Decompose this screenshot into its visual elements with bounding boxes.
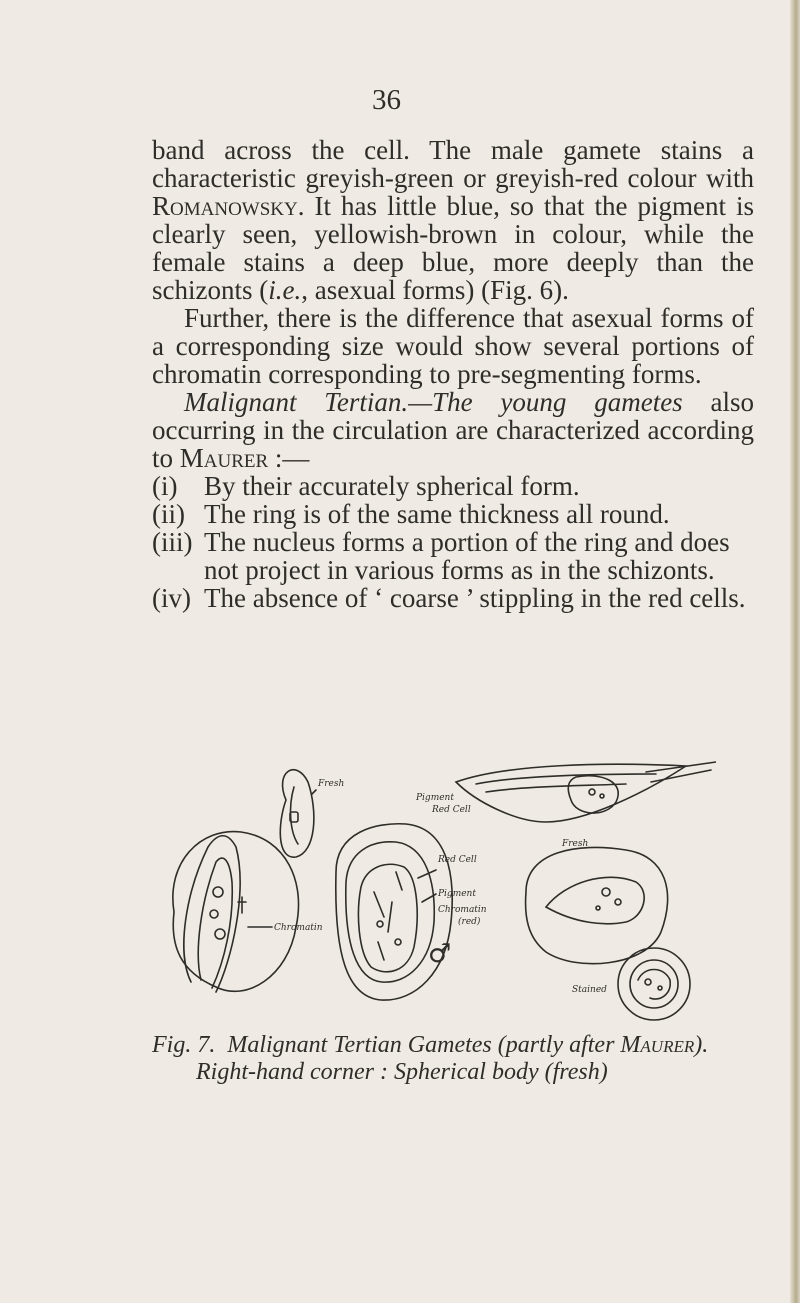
author-romanowsky: Romanowsky	[152, 191, 298, 221]
caption-line-2: Right-hand corner : Spherical body (fresh)	[196, 1059, 608, 1085]
list-item	[152, 528, 754, 584]
paragraph-3	[152, 388, 754, 472]
cell-fresh-right	[526, 847, 668, 963]
label-pigment: Pigment	[416, 793, 454, 803]
list-text: By their accurately spherical form.	[204, 471, 580, 501]
para1-text-3: , asexual forms) (Fig. 6).	[301, 275, 569, 305]
cell-fresh-female	[173, 832, 299, 992]
list-item	[152, 472, 754, 500]
caption-title: Malignant Tertian Gametes (partly after	[227, 1032, 621, 1058]
caption-line-1	[152, 1032, 762, 1059]
caption-close: ).	[694, 1032, 709, 1058]
list-number: (iii)	[152, 527, 193, 557]
figure-caption	[152, 1032, 762, 1086]
section-heading: Malignant Tertian.—The young gametes	[184, 387, 683, 417]
list-text: The ring is of the same thickness all round.	[204, 499, 670, 529]
label-stained: Stained	[572, 985, 607, 995]
male-symbol: ♂	[428, 939, 452, 969]
figure-7	[146, 752, 716, 1024]
label-chromatin-1: Chromatin	[274, 923, 323, 933]
list-item	[152, 584, 754, 612]
paragraph-1	[152, 136, 754, 304]
para3-text-2: :—	[268, 443, 310, 473]
para1-text-1: band across the cell. The male gamete stains a characteristic greyish-green or greyish-red colour with	[152, 135, 754, 193]
page-number: 36	[372, 84, 401, 116]
list-text: The absence of ‘ coarse ’ stippling in the red cells.	[204, 583, 746, 613]
caption-fig-number: Fig. 7.	[152, 1032, 216, 1058]
paragraph-2: Further, there is the difference that asexual forms of a corresponding size would show several portions of chromatin corresponding to pre-segmenting forms.	[152, 303, 754, 389]
caption-author: Maurer	[620, 1032, 695, 1058]
list-item	[152, 500, 754, 528]
list-number: (iv)	[152, 583, 191, 613]
para1-text-2: . It has little blue, so that the pigment is clearly seen, yellowish-brown in colour, while the female stains a deep blue, more deeply than the schizonts (	[152, 191, 754, 305]
label-chromatin-2: Chromatin	[438, 905, 487, 915]
label-red-cell: Red Cell	[432, 805, 471, 815]
figure-drawing	[146, 752, 716, 1024]
cell-male	[336, 824, 452, 1000]
label-fresh-2: Fresh	[562, 839, 589, 849]
para3-text-1: also occurring in the circulation are characterized according to	[152, 387, 754, 473]
criteria-list	[152, 472, 754, 612]
cell-stained-sphere	[618, 948, 690, 1020]
label-red-cell-2: Red Cell	[438, 855, 477, 865]
list-text: The nucleus forms a portion of the ring and does not project in various forms as in the schizonts.	[204, 527, 730, 585]
page-edge	[790, 0, 800, 1303]
list-number: (ii)	[152, 499, 185, 529]
label-fresh-1: Fresh	[318, 779, 345, 789]
ie-abbrev: i.e.	[268, 275, 302, 305]
cell-crescent	[456, 762, 716, 822]
body-text	[152, 136, 754, 612]
list-number: (i)	[152, 471, 178, 501]
author-maurer: Maurer	[179, 443, 269, 473]
label-pigment-2: Pigment	[438, 889, 476, 899]
cell-fresh-top	[280, 770, 316, 857]
label-chromatin-red: (red)	[458, 917, 481, 927]
